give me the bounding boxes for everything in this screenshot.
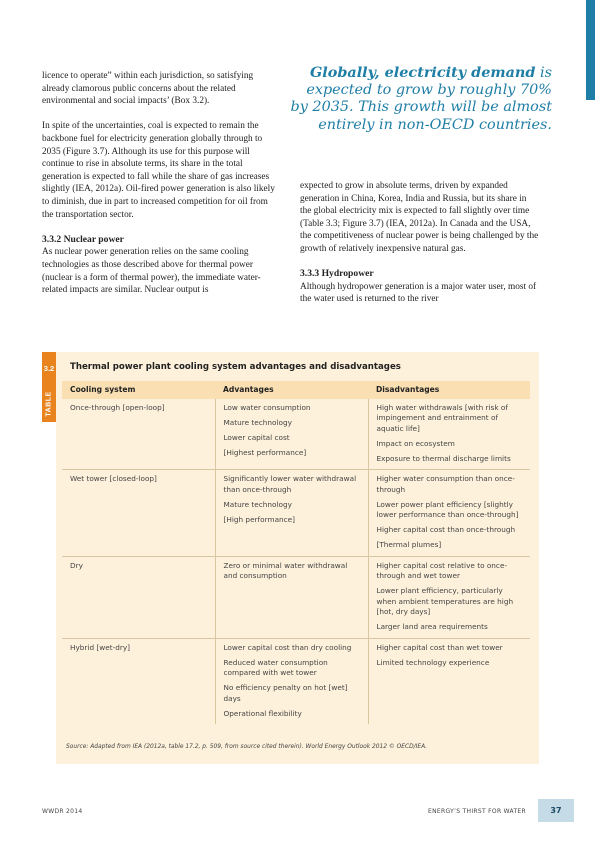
table-row: [62, 556, 530, 638]
table-title: Thermal power plant cooling system advantages and disadvantages: [70, 362, 401, 372]
table-source-note: Source: Adapted from IEA (2012a, table 17.2, p. 509, from source cited therein). World Energy Outlook 2012 © OECD/IEA.: [66, 744, 428, 750]
cell-disadvantages: [368, 399, 530, 470]
cell-system: Wet tower [closed-loop]: [62, 470, 215, 557]
advantage-item: Lower capital cost than dry cooling: [223, 642, 352, 652]
table-header-row: [62, 381, 530, 399]
pull-quote-emphasis: Globally, electricity demand: [309, 64, 536, 81]
header-disadvantages: Disadvantages: [368, 381, 530, 399]
left-column: [42, 70, 278, 297]
table-label-text: TABLE: [45, 391, 53, 417]
disadvantage-item: Higher capital cost relative to once-through and wet tower: [376, 560, 508, 580]
advantage-item: No efficiency penalty on hot [wet] days: [223, 683, 348, 703]
table-row: [62, 399, 530, 470]
cell-advantages: [215, 399, 368, 470]
disadvantage-item: Limited technology experience: [376, 657, 490, 667]
table-row: [62, 470, 530, 557]
header-advantages: Advantages: [215, 381, 368, 399]
disadvantage-item: High water withdrawals [with risk of impingement and entrainment of aquatic life]: [376, 402, 508, 433]
pull-quote: [288, 64, 552, 134]
advantage-item: Operational flexibility: [223, 708, 302, 718]
left-paragraph-1: licence to operate” within each jurisdiction, so satisfying already clamorous public concerns about the related environmental and social impacts’ (Box 3.2).: [42, 71, 254, 107]
advantage-item: Mature technology: [223, 417, 292, 427]
page-edge-bar: [586, 0, 595, 100]
right-column: [300, 180, 540, 306]
cell-advantages: [215, 638, 368, 724]
disadvantage-item: [Thermal plumes]: [376, 540, 442, 549]
disadvantage-item: Impact on ecosystem: [376, 438, 455, 448]
advantage-item: Low water consumption: [223, 402, 311, 412]
table-label: [42, 392, 56, 416]
advantage-item: [High performance]: [223, 514, 296, 524]
left-paragraph-2: In spite of the uncertainties, coal is expected to remain the backbone fuel for electricity generation globally through to 2035 (Figure 3.7). Although its use for this purpose will continue to rise in absolute terms, its share in the total generation is expected to fall while the share of gas increases slightly (IEA, 2012a). Oil-fired power generation is also likely to diminish, due in part to increased competition for oil from the transportation sector.: [42, 121, 275, 220]
cooling-systems-table: [62, 381, 530, 724]
table-row: [62, 638, 530, 724]
right-paragraph-2: Although hydropower generation is a major water user, most of the water used is returned to the river: [300, 281, 537, 305]
disadvantage-item: Exposure to thermal discharge limits: [376, 453, 511, 463]
cell-advantages: [215, 470, 368, 557]
disadvantage-item: Lower power plant efficiency [slightly lower performance than once-through]: [376, 499, 519, 519]
section-heading-nuclear: 3.3.2 Nuclear power: [42, 233, 124, 245]
disadvantage-item: Higher capital cost than wet tower: [376, 642, 503, 652]
table-number: 3.2: [43, 364, 55, 373]
cell-disadvantages: [368, 556, 530, 638]
pull-quote-text: is expected to grow by roughly 70% by 2035. This growth will be almost entirely in non-OECD countries.: [290, 65, 552, 133]
page-number: 37: [550, 806, 562, 815]
left-paragraph-3: As nuclear power generation relies on the same cooling technologies as those described above for thermal power (nuclear is a form of thermal power), the immediate water-related impacts are similar. Nuclear output is: [42, 247, 261, 296]
cell-disadvantages: [368, 470, 530, 557]
cell-disadvantages: [368, 638, 530, 724]
footer-chapter: ENERGY’S THIRST FOR WATER: [428, 808, 526, 815]
advantage-item: Significantly lower water withdrawal than once-through: [223, 474, 357, 494]
advantage-item: Zero or minimal water withdrawal and consumption: [223, 560, 348, 580]
disadvantage-item: Higher water consumption than once-through: [376, 474, 515, 494]
cell-system: Hybrid [wet-dry]: [70, 642, 131, 652]
right-paragraph-1: expected to grow in absolute terms, driven by expanded generation in China, Korea, India and Russia, but its share in the global electricity mix is expected to fall slightly over time (Table 3.3; Figure 3.7) (IEA, 2012a). In Canada and the USA, the competitiveness of nuclear power is being challenged by the growth of relatively inexpensive natural gas.: [300, 181, 539, 254]
cell-system: Dry: [62, 556, 215, 638]
advantage-item: Lower capital cost: [223, 432, 290, 442]
disadvantage-item: Lower plant efficiency, particularly when ambient temperatures are high [hot, dry days]: [376, 586, 514, 616]
advantage-item: Mature technology: [223, 499, 292, 509]
footer-publication: WWDR 2014: [42, 808, 83, 815]
cell-system: Once-through [open-loop]: [62, 399, 215, 470]
advantage-item: Reduced water consumption compared with wet tower: [223, 657, 328, 677]
disadvantage-item: Larger land area requirements: [376, 622, 488, 631]
section-heading-hydropower: 3.3.3 Hydropower: [300, 268, 374, 280]
disadvantage-item: Higher capital cost than once-through: [376, 525, 516, 534]
header-cooling-system: Cooling system: [62, 381, 215, 399]
advantage-item: [Highest performance]: [223, 447, 307, 457]
cell-advantages: [215, 556, 368, 638]
